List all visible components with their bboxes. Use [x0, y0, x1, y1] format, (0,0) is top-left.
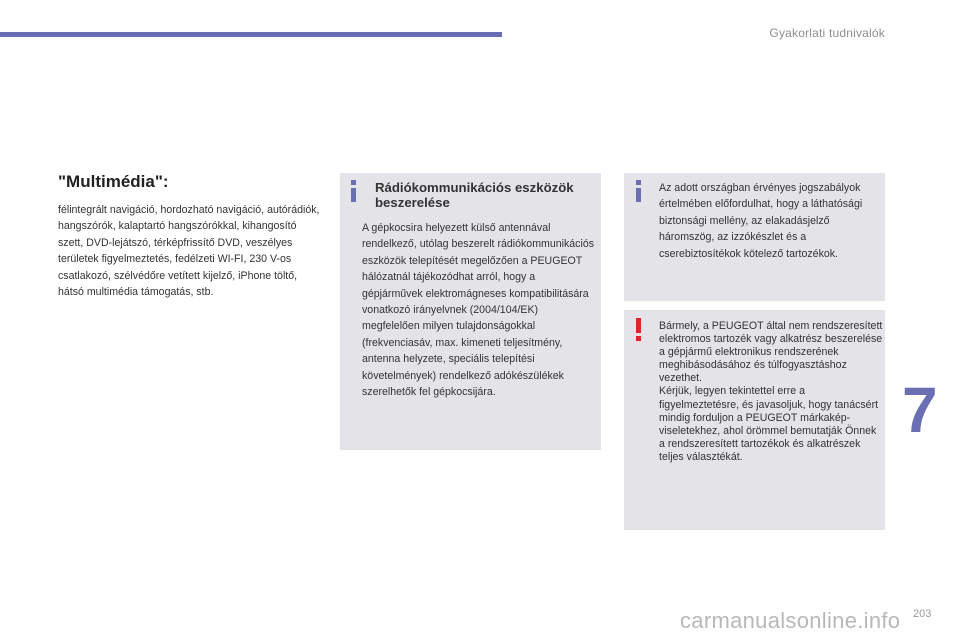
multimedia-section: [58, 172, 320, 300]
warning-box-text: Bármely, a PEUGEOT által nem rendszeresített elektromos tartozék vagy alkatrész beszerelése a gépjármű elektronikus rendszerének meghibásodásához és túlfogyasztáshoz vezethet. Kérjük, legyen tekintettel erre a figyelmeztetésre, és javasoljuk, hogy tanácsért mindig forduljon a PEUGEOT márkaképviseletekhez, ahol örömmel bemutatják Önnek a rendszeresített tartozékok és alkatrészek teljes választékát.: [659, 320, 883, 463]
multimedia-text: félintegrált navigáció, hordozható navigáció, autórádiók, hangszórók, kalaptartó hangszórókkal, kihangosító szett, DVD-lejátszó, térképfrissítő DVD, veszélyes területek figyelmeztetés, fedélzeti WI-FI, 230 V-os csatlakozó, szélvédőre vetített kijelző, iPhone töltő, hátsó multimédia támogatás, stb.: [58, 204, 320, 299]
info-icon: [351, 180, 357, 202]
warning-icon: [636, 318, 642, 342]
page-number: 203: [913, 608, 932, 620]
section-title: Gyakorlati tudnivalók: [769, 26, 885, 40]
watermark: carmanualsonline.info: [680, 608, 901, 633]
header-accent-bar: [0, 32, 502, 37]
info-box-legal-text: Az adott országban érvényes jogszabályok értelmében előfordulhat, hogy a láthatósági biztonsági mellény, az elakadásjelző háromszög, az izzókészlet és a cserebiztosítékok kötelező tartozékok.: [659, 182, 863, 260]
chapter-number: 7: [902, 374, 938, 446]
info-icon: [636, 180, 642, 202]
info-box-radio-text: A gépkocsira helyezett külső antennával rendelkező, utólag beszerelt rádiókommunikációs eszközök telepítését megelőzően a PEUGEOT hálózatnál tájékozódhat arról, hogy a gépjárművek elektromágneses kompatibilitására vonatkozó irányelvnek (2004/104/EK) megfelelően milyen tulajdonságokkal (frekvenciasáv, max. kimeneti teljesítmény, antenna helyzete, speciális telepítési követelmények) rendelkező adókészülékek szerelhetők fel gépkocsijára.: [362, 222, 595, 399]
multimedia-heading: "Multimédia":: [58, 172, 169, 191]
info-box-radio-title: Rádiókommunikációs eszközök beszerelése: [375, 180, 574, 210]
